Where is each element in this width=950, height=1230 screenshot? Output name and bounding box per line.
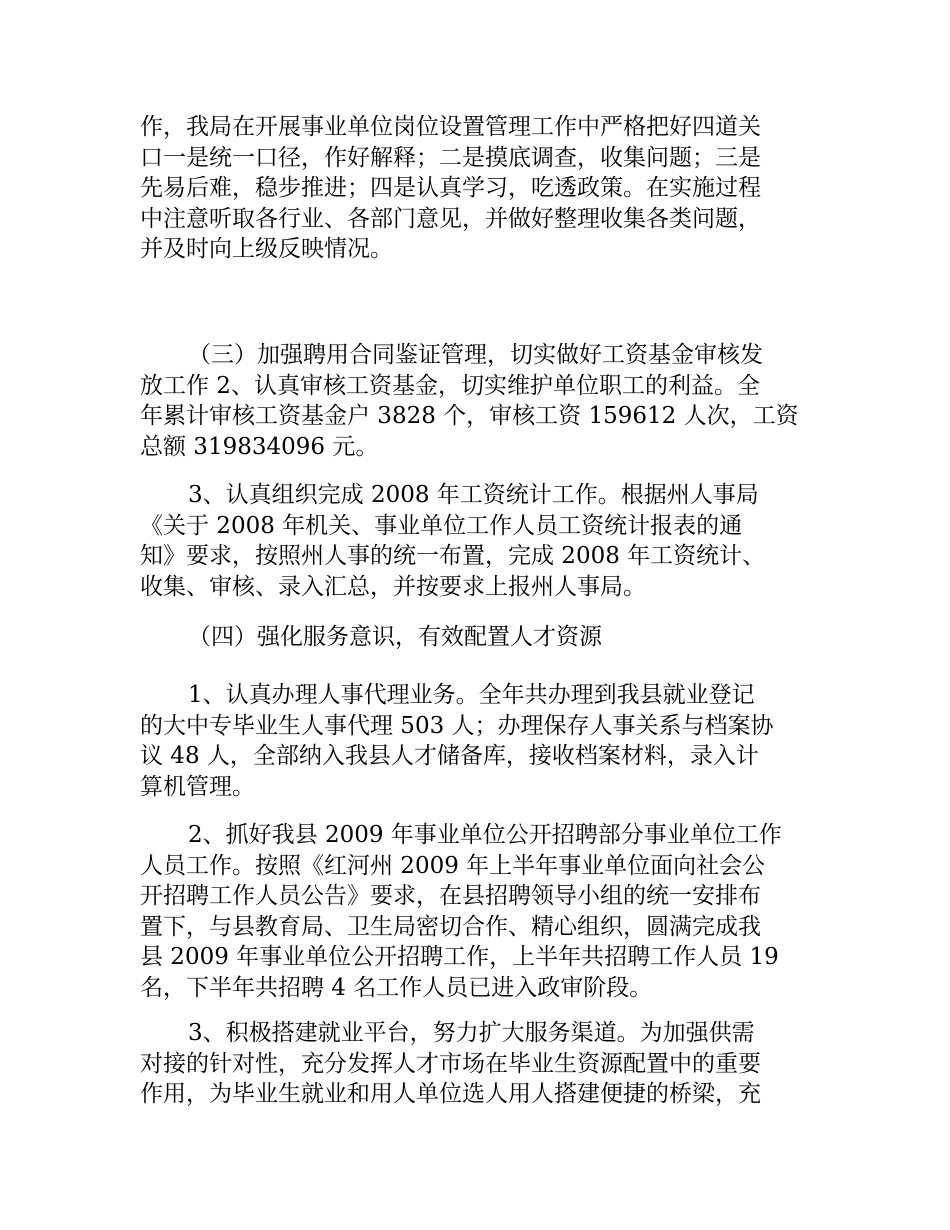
paragraph-wage-statistics xyxy=(140,480,820,602)
text-line: 3、认真组织完成 2008 年工资统计工作。根据州人事局 xyxy=(188,482,759,508)
text-line: 先易后难，稳步推进；四是认真学习，吃透政策。在实施过程 xyxy=(140,175,761,201)
text-line: 人员工作。按照《红河州 2009 年上半年事业单位面向社会公 xyxy=(140,852,766,879)
text-line: 县 2009 年事业单位公开招聘工作，上半年共招聘工作人员 19 xyxy=(140,944,779,970)
paragraph-post-setting-management xyxy=(140,112,820,265)
text-line: 年累计审核工资基金户 3828 个，审核工资 159612 人次，工资 xyxy=(140,403,799,429)
text-line: 作用，为毕业生就业和用人单位选人用人搭建便捷的桥梁，充 xyxy=(140,1081,761,1107)
paragraph-employment-platform xyxy=(140,1018,820,1110)
text-line: 名，下半年共招聘 4 名工作人员已进入政审阶段。 xyxy=(140,974,653,1001)
text-line: 放工作 2、认真审核工资基金，切实维护单位职工的利益。全 xyxy=(140,372,760,399)
paragraph-section-three-heading xyxy=(140,340,820,462)
text-line: （四）强化服务意识，有效配置人才资源 xyxy=(188,624,602,650)
paragraph-public-recruitment xyxy=(140,820,820,1003)
text-line: 收集、审核、录入汇总，并按要求上报州人事局。 xyxy=(140,573,646,600)
text-line: 算机管理。 xyxy=(140,773,255,800)
text-line: 议 48 人，全部纳入我县人才储备库，接收档案材料，录入计 xyxy=(140,743,759,769)
text-line: 并及时向上级反映情况。 xyxy=(140,236,393,262)
text-line: （三）加强聘用合同鉴证管理，切实做好工资基金审核发 xyxy=(188,342,763,368)
text-line: 3、积极搭建就业平台，努力扩大服务渠道。为加强供需 xyxy=(188,1020,755,1046)
text-line: 2、抓好我县 2009 年事业单位公开招聘部分事业单位工作 xyxy=(188,822,782,848)
text-line: 总额 319834096 元。 xyxy=(140,433,379,460)
text-line: 作，我局在开展事业单位岗位设置管理工作中严格把好四道关 xyxy=(140,114,761,140)
text-line: 置下，与县教育局、卫生局密切合作、精心组织，圆满完成我 xyxy=(140,913,761,940)
text-line: 中注意听取各行业、各部门意见，并做好整理收集各类问题， xyxy=(140,205,761,232)
text-line: 对接的针对性，充分发挥人才市场在毕业生资源配置中的重要 xyxy=(140,1050,761,1077)
text-line: 知》要求，按照州人事的统一布置，完成 2008 年工资统计、 xyxy=(140,543,766,569)
text-line: 开招聘工作人员公告》要求，在县招聘领导小组的统一安排布 xyxy=(140,883,761,909)
text-line: 《关于 2008 年机关、事业单位工作人员工资统计报表的通 xyxy=(140,512,743,539)
text-line: 的大中专毕业生人事代理 503 人；办理保存人事关系与档案协 xyxy=(140,712,774,739)
text-line: 口一是统一口径，作好解释；二是摸底调查，收集问题；三是 xyxy=(140,144,761,171)
paragraph-section-four-heading xyxy=(140,622,820,653)
text-line: 1、认真办理人事代理业务。全年共办理到我县就业登记 xyxy=(188,682,755,708)
paragraph-personnel-agency xyxy=(140,680,820,802)
